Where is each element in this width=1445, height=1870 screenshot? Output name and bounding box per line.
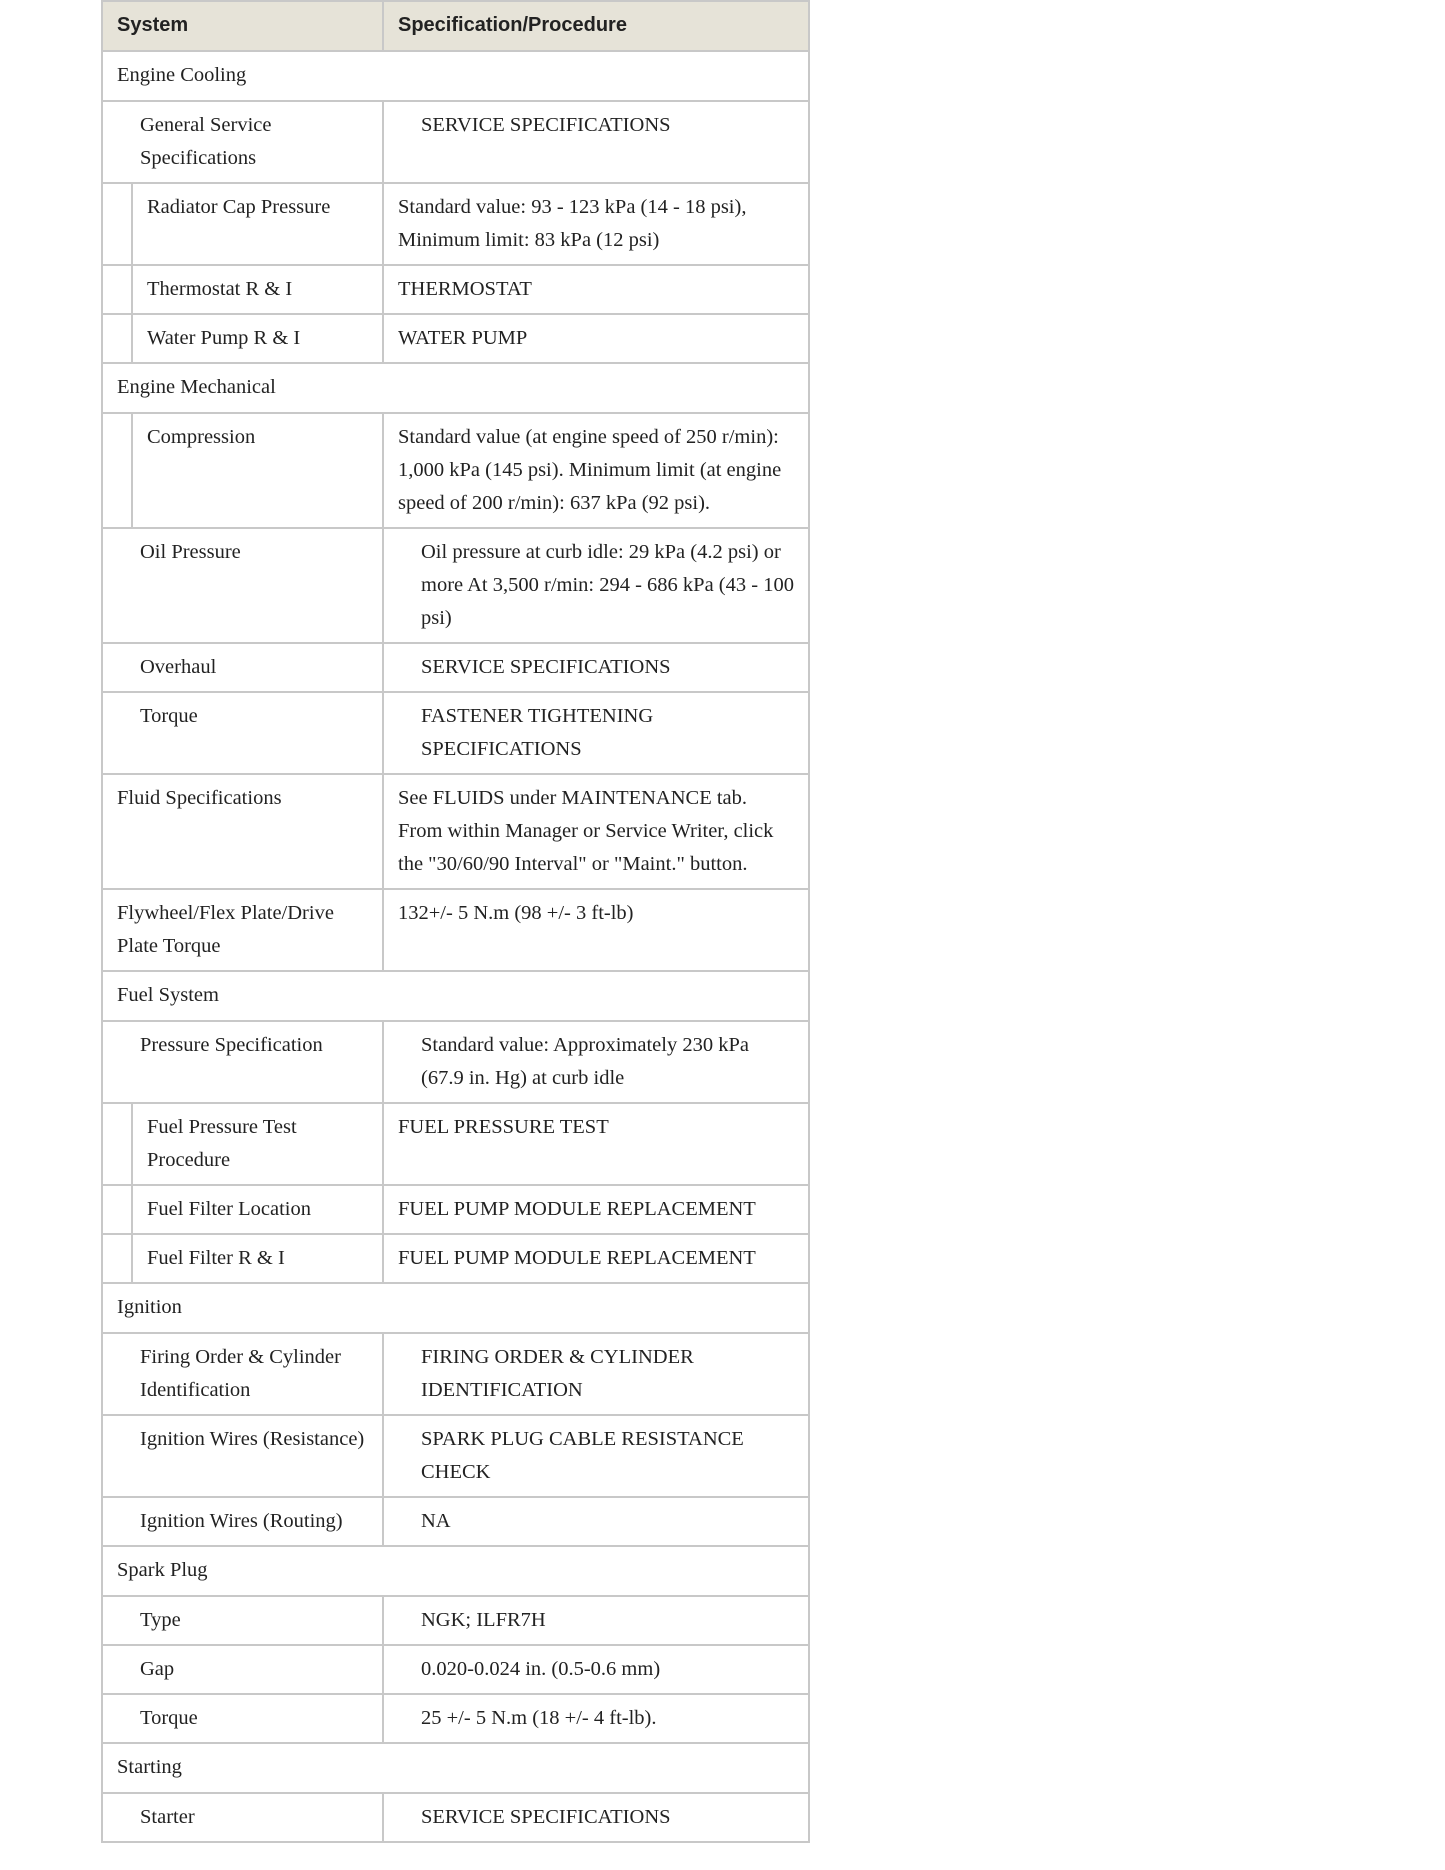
- row-value-link[interactable]: THERMOSTAT: [383, 265, 809, 314]
- indent-cell: [102, 314, 132, 363]
- row-value-link[interactable]: SPARK PLUG CABLE RESISTANCE CHECK: [383, 1415, 809, 1497]
- row-value: 132+/- 5 N.m (98 +/- 3 ft-lb): [383, 889, 809, 971]
- indent-cell: [102, 183, 132, 265]
- table-row: [102, 1021, 809, 1103]
- table-row: [102, 889, 809, 971]
- table-row: [102, 774, 809, 889]
- group-row: [102, 363, 809, 413]
- group-label: Starting: [102, 1743, 809, 1793]
- group-label: Fuel System: [102, 971, 809, 1021]
- table-row: [102, 183, 809, 265]
- group-row: [102, 971, 809, 1021]
- row-label: Fuel Filter R & I: [132, 1234, 383, 1283]
- table-row: [102, 101, 809, 183]
- group-row: [102, 1283, 809, 1333]
- row-value: Standard value: 93 - 123 kPa (14 - 18 psi), Minimum limit: 83 kPa (12 psi): [383, 183, 809, 265]
- group-label: Ignition: [102, 1283, 809, 1333]
- table-row: [102, 1415, 809, 1497]
- row-value: NA: [383, 1497, 809, 1546]
- group-row: [102, 51, 809, 101]
- table-row: [102, 1103, 809, 1185]
- header-specification: Specification/Procedure: [383, 1, 809, 51]
- indent-cell: [102, 1185, 132, 1234]
- row-label: Thermostat R & I: [132, 265, 383, 314]
- row-label: Torque: [102, 692, 383, 774]
- table-row: [102, 643, 809, 692]
- row-label: Pressure Specification: [102, 1021, 383, 1103]
- row-value: Oil pressure at curb idle: 29 kPa (4.2 psi) or more At 3,500 r/min: 294 - 686 kPa (43 - 100 psi): [383, 528, 809, 643]
- row-label: Fuel Filter Location: [132, 1185, 383, 1234]
- table-row: [102, 1793, 809, 1842]
- row-value-link[interactable]: FUEL PUMP MODULE REPLACEMENT: [383, 1234, 809, 1283]
- specifications-table: [101, 0, 810, 1843]
- row-label: Ignition Wires (Resistance): [102, 1415, 383, 1497]
- table-row: [102, 1234, 809, 1283]
- group-label: Engine Mechanical: [102, 363, 809, 413]
- row-value: Standard value: Approximately 230 kPa (67.9 in. Hg) at curb idle: [383, 1021, 809, 1103]
- row-label: Radiator Cap Pressure: [132, 183, 383, 265]
- row-value-link[interactable]: FIRING ORDER & CYLINDER IDENTIFICATION: [383, 1333, 809, 1415]
- row-value-link[interactable]: SERVICE SPECIFICATIONS: [383, 101, 809, 183]
- group-row: [102, 1743, 809, 1793]
- row-value-link[interactable]: SERVICE SPECIFICATIONS: [383, 1793, 809, 1842]
- row-label: Starter: [102, 1793, 383, 1842]
- row-value: 0.020-0.024 in. (0.5-0.6 mm): [383, 1645, 809, 1694]
- group-label: Spark Plug: [102, 1546, 809, 1596]
- indent-cell: [102, 1103, 132, 1185]
- row-label: Compression: [132, 413, 383, 528]
- table-row: [102, 1333, 809, 1415]
- row-value-link[interactable]: FASTENER TIGHTENING SPECIFICATIONS: [383, 692, 809, 774]
- indent-cell: [102, 1234, 132, 1283]
- table-row: [102, 314, 809, 363]
- row-label: Flywheel/Flex Plate/Drive Plate Torque: [102, 889, 383, 971]
- table-row: [102, 1596, 809, 1645]
- table-row: [102, 1497, 809, 1546]
- indent-cell: [102, 265, 132, 314]
- table-row: [102, 265, 809, 314]
- row-value: 25 +/- 5 N.m (18 +/- 4 ft-lb).: [383, 1694, 809, 1743]
- row-value-link[interactable]: SERVICE SPECIFICATIONS: [383, 643, 809, 692]
- table-row: [102, 692, 809, 774]
- table-row: [102, 413, 809, 528]
- row-value-link[interactable]: WATER PUMP: [383, 314, 809, 363]
- row-label: Oil Pressure: [102, 528, 383, 643]
- header-system: System: [102, 1, 383, 51]
- row-value-link[interactable]: FUEL PRESSURE TEST: [383, 1103, 809, 1185]
- table-row: [102, 1694, 809, 1743]
- row-label: Water Pump R & I: [132, 314, 383, 363]
- row-label: Firing Order & Cylinder Identification: [102, 1333, 383, 1415]
- row-label: Torque: [102, 1694, 383, 1743]
- row-label: Type: [102, 1596, 383, 1645]
- table-row: [102, 1645, 809, 1694]
- table-row: [102, 1185, 809, 1234]
- row-value: NGK; ILFR7H: [383, 1596, 809, 1645]
- row-value: Standard value (at engine speed of 250 r/min): 1,000 kPa (145 psi). Minimum limit (at engine speed of 200 r/min): 637 kPa (92 psi).: [383, 413, 809, 528]
- row-label: Gap: [102, 1645, 383, 1694]
- row-label: Fluid Specifications: [102, 774, 383, 889]
- row-value-link[interactable]: FUEL PUMP MODULE REPLACEMENT: [383, 1185, 809, 1234]
- group-label: Engine Cooling: [102, 51, 809, 101]
- group-row: [102, 1546, 809, 1596]
- indent-cell: [102, 413, 132, 528]
- row-label: Overhaul: [102, 643, 383, 692]
- table-row: [102, 528, 809, 643]
- table-header-row: [102, 1, 809, 51]
- row-label: Fuel Pressure Test Procedure: [132, 1103, 383, 1185]
- row-value: See FLUIDS under MAINTENANCE tab. From within Manager or Service Writer, click the "30/60/90 Interval" or "Maint." button.: [383, 774, 809, 889]
- row-label: General Service Specifications: [102, 101, 383, 183]
- row-label: Ignition Wires (Routing): [102, 1497, 383, 1546]
